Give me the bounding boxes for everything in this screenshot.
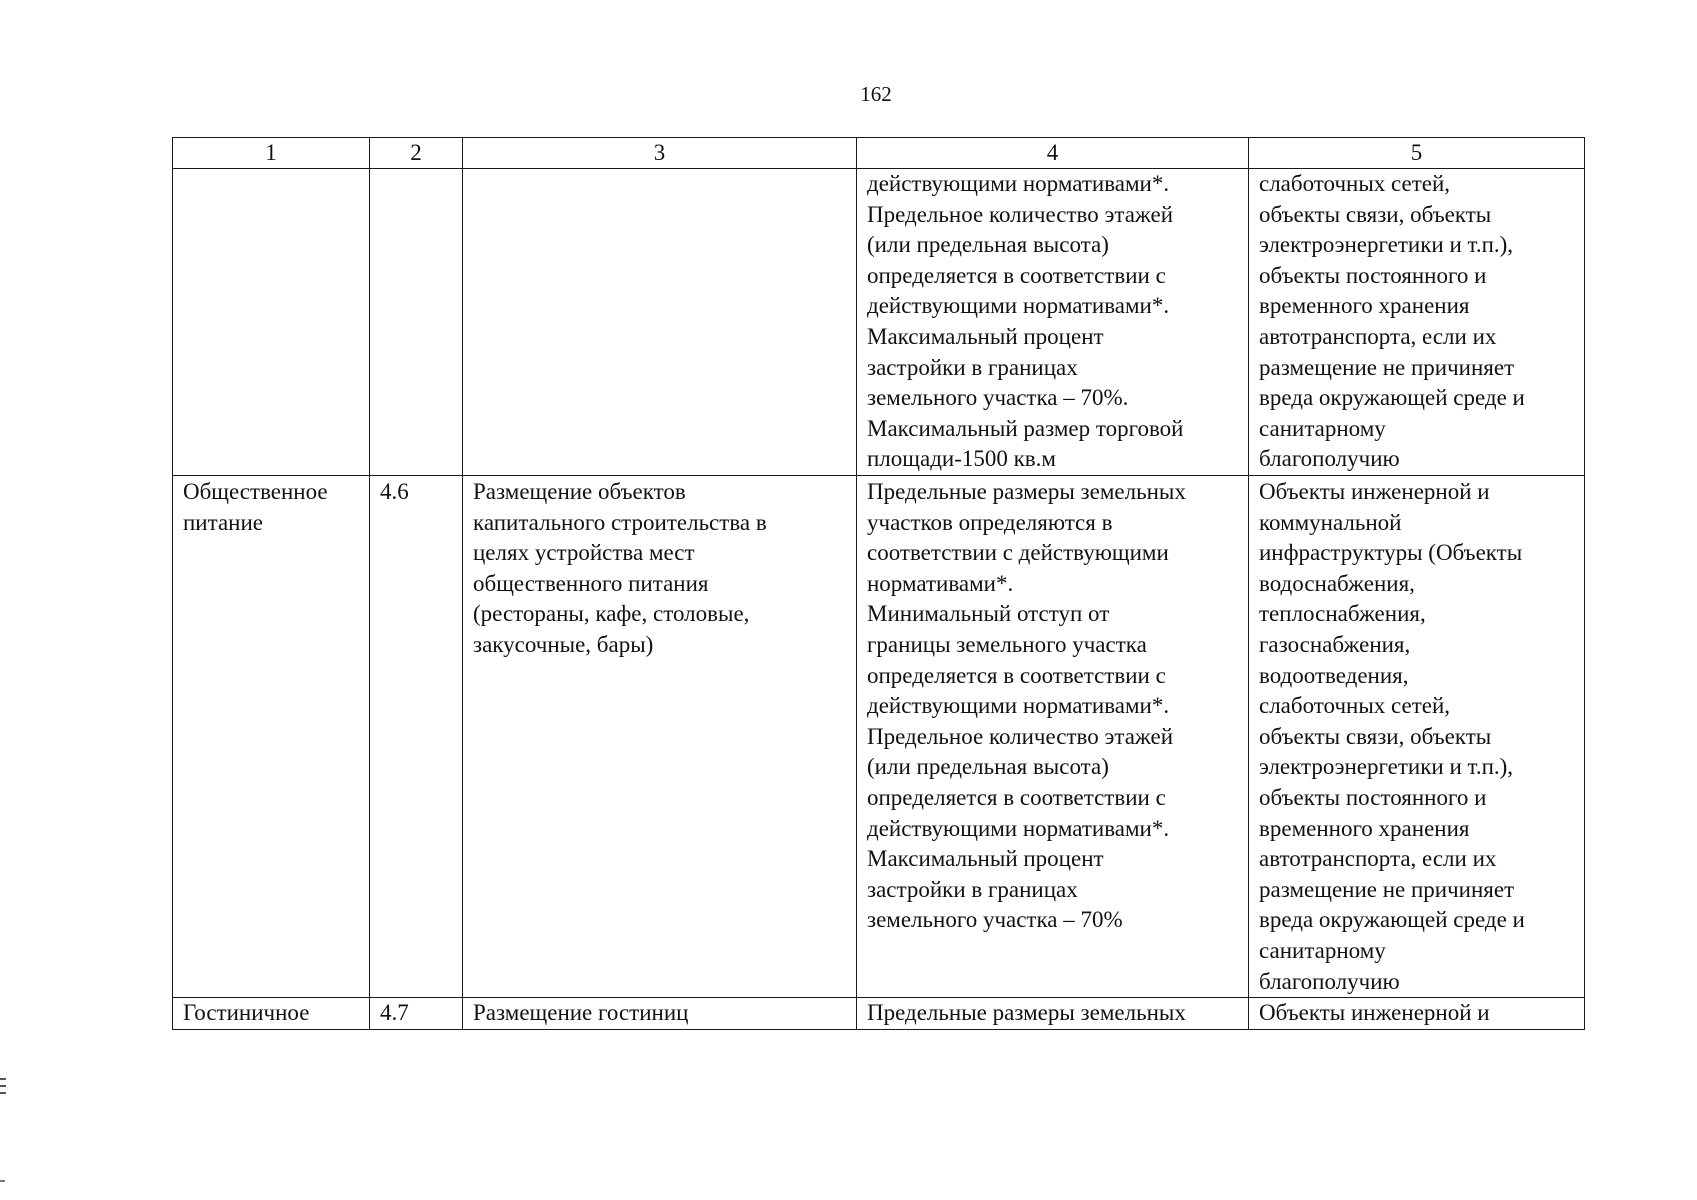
- cell-parameters: действующими нормативами*. Предельное количество этажей (или предельная высота) определяется в соответствии с действующими нормативами*. Максимальный процент застройки в границах земельного участка – 70%. Максимальный размер торговой площади-1500 кв.м: [857, 169, 1249, 476]
- cell-use-code: [370, 169, 463, 476]
- cell-use-name: Общественное питание: [173, 476, 370, 998]
- table-row-hotel: [173, 998, 1585, 1030]
- column-header-5: 5: [1249, 138, 1585, 169]
- cell-parameters: Предельные размеры земельных участков определяются в соответствии с действующими нормативами*. Минимальный отступ от границы земельного участка определяется в соответствии с действующими нормативами*. Предельное количество этажей (или предельная высота) определяется в соответствии с действующими нормативами*. Максимальный процент застройки в границах земельного участка – 70%: [857, 476, 1249, 998]
- cell-use-name: [173, 169, 370, 476]
- column-header-2: 2: [370, 138, 463, 169]
- scan-edge-dash: [0, 1180, 5, 1182]
- cell-use-description: Размещение гостиниц: [463, 998, 857, 1030]
- cell-use-description: [463, 169, 857, 476]
- cell-use-code: 4.7: [370, 998, 463, 1030]
- cell-auxiliary-uses: Объекты инженерной и: [1249, 998, 1585, 1030]
- table-header-row: [173, 138, 1585, 169]
- table-row-continuation: [173, 169, 1585, 476]
- column-header-1: 1: [173, 138, 370, 169]
- page-number: 162: [860, 82, 892, 106]
- cell-parameters: Предельные размеры земельных: [857, 998, 1249, 1030]
- column-header-4: 4: [857, 138, 1249, 169]
- cell-auxiliary-uses: слаботочных сетей, объекты связи, объекты электроэнергетики и т.п.), объекты постоянного и временного хранения автотранспорта, если их размещение не причиняет вреда окружающей среде и санитарному благополучию: [1249, 169, 1585, 476]
- table-row-public-catering: [173, 476, 1585, 998]
- column-header-3: 3: [463, 138, 857, 169]
- cell-use-name: Гостиничное: [173, 998, 370, 1030]
- cell-auxiliary-uses: Объекты инженерной и коммунальной инфраструктуры (Объекты водоснабжения, теплоснабжения, газоснабжения, водоотведения, слаботочных сетей, объекты связи, объекты электроэнергетики и т.п.), объекты постоянного и временного хранения автотранспорта, если их размещение не причиняет вреда окружающей среде и санитарному благополучию: [1249, 476, 1585, 998]
- cell-use-code: 4.6: [370, 476, 463, 998]
- cell-use-description: Размещение объектов капитального строительства в целях устройства мест общественного питания (рестораны, кафе, столовые, закусочные, бары): [463, 476, 857, 998]
- scan-edge-marks: [0, 1078, 6, 1099]
- zoning-table: [172, 137, 1585, 1030]
